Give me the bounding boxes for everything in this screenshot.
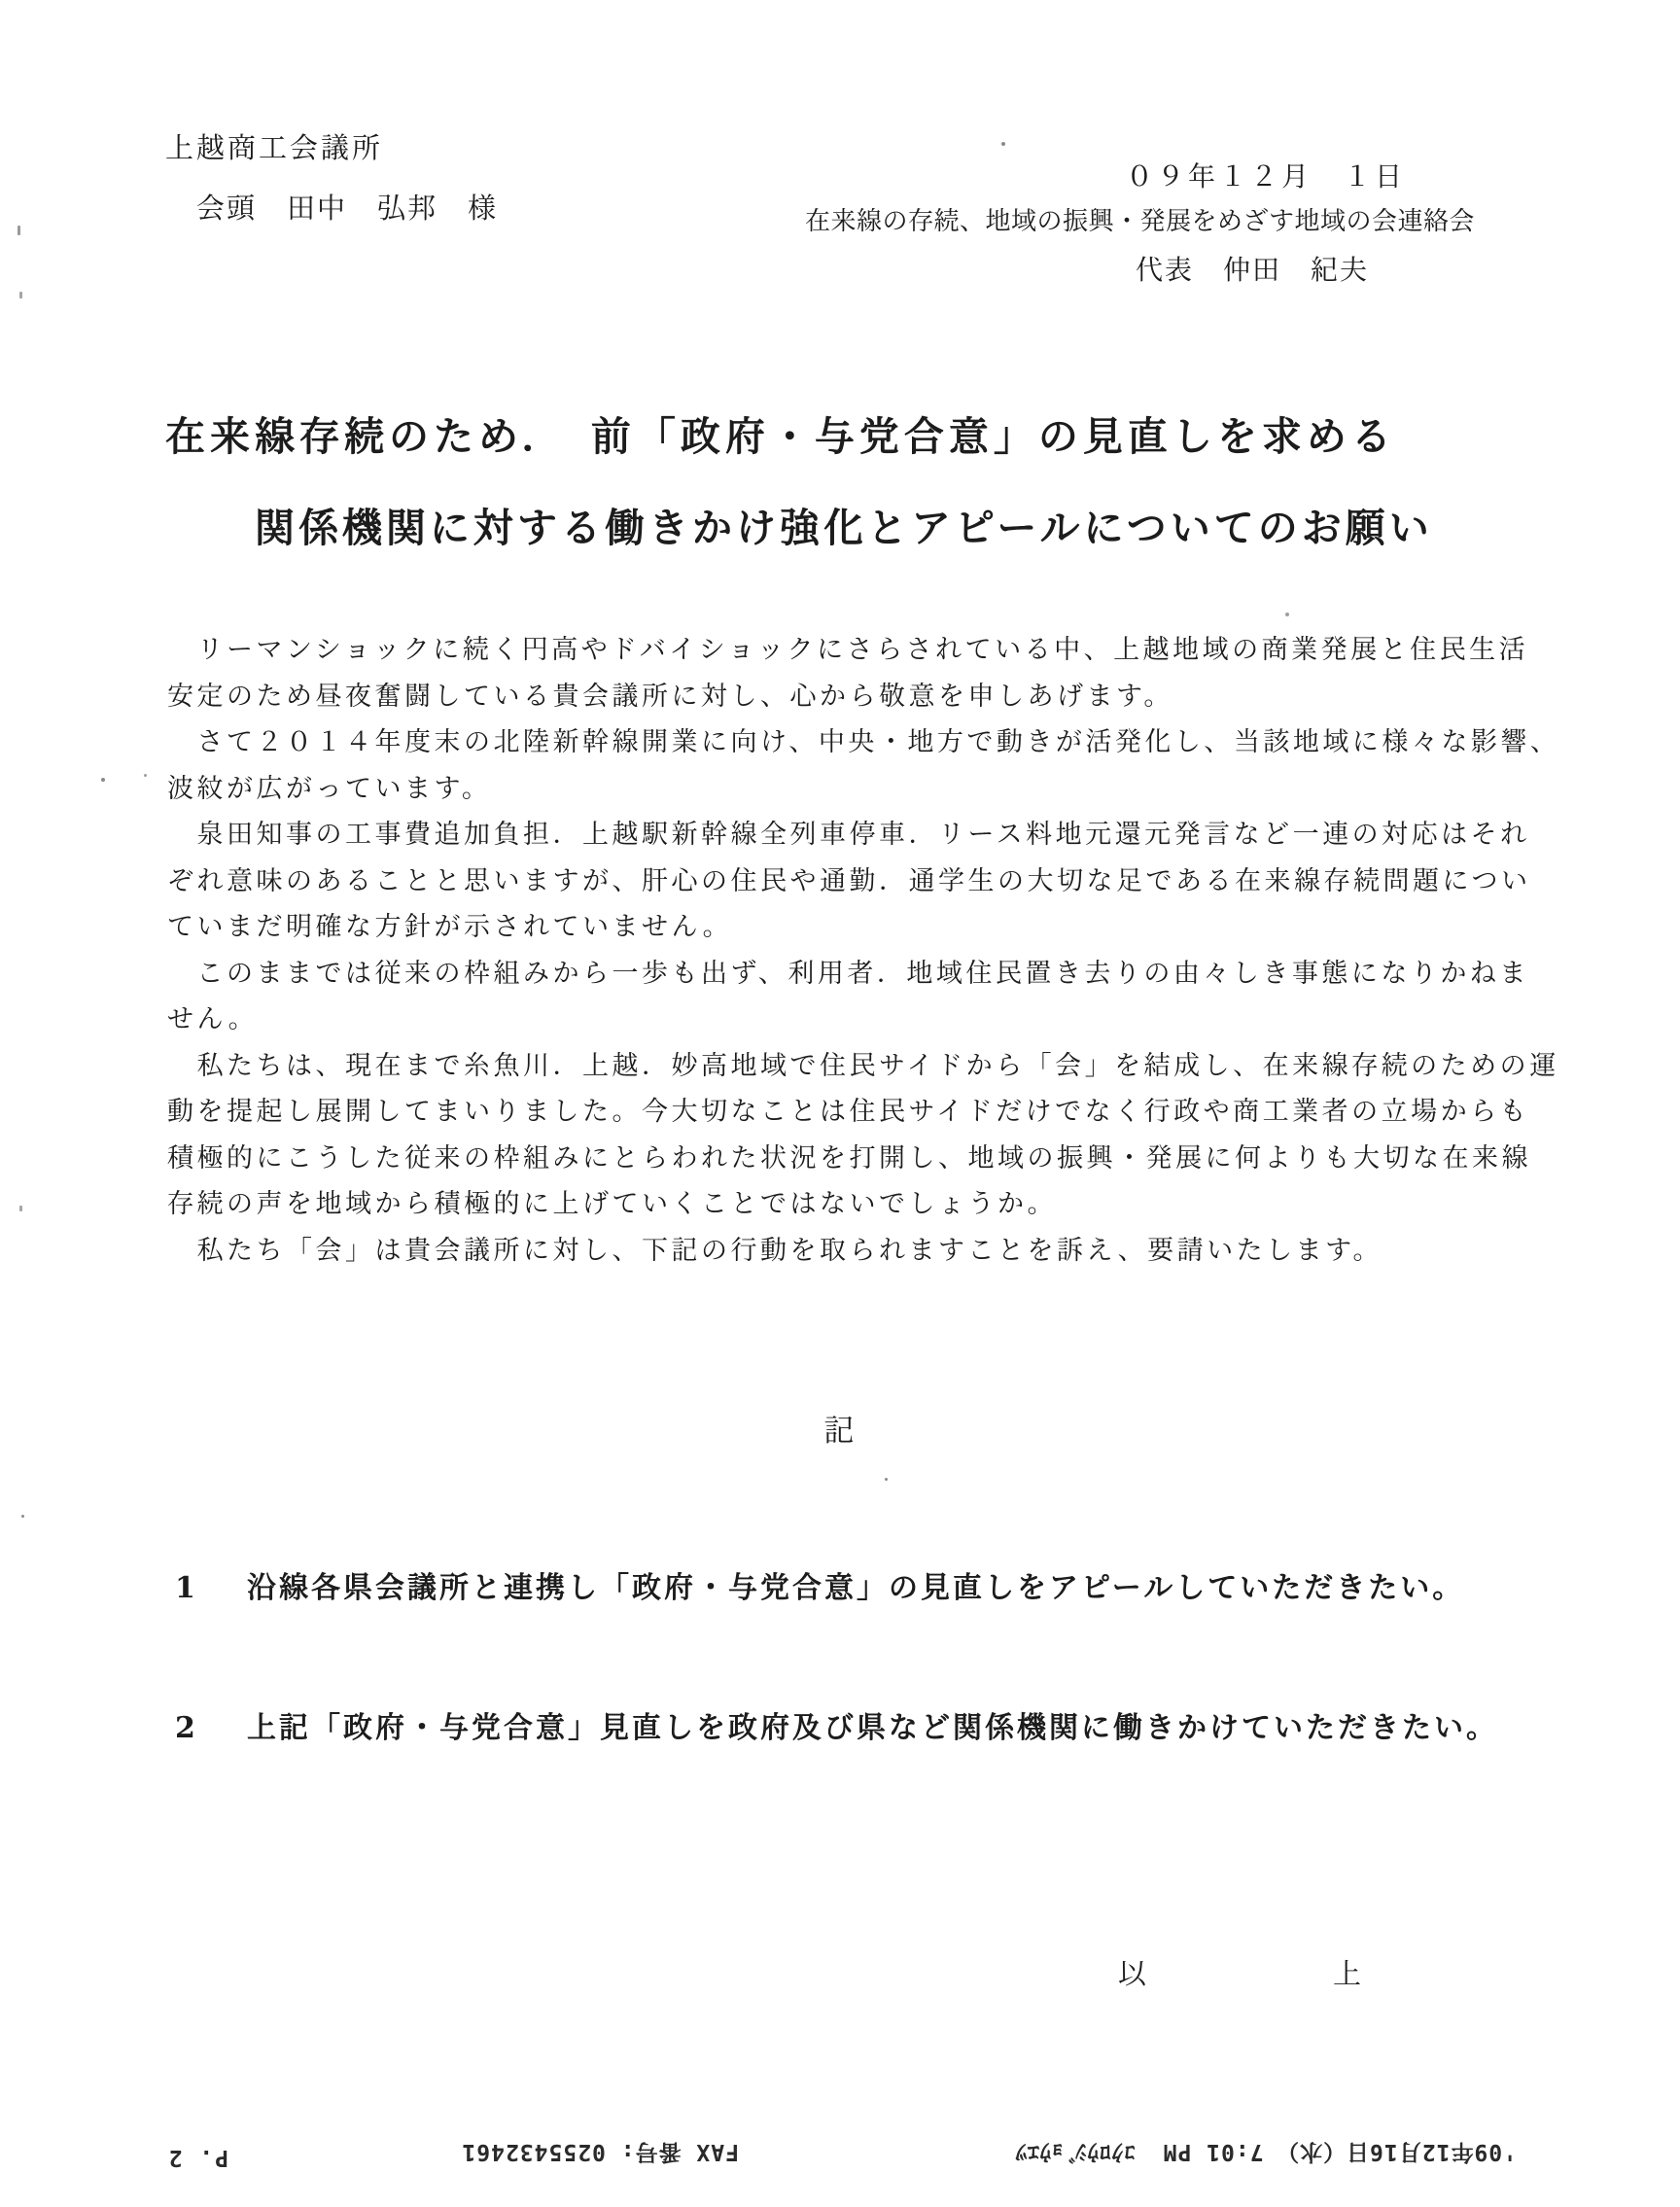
closing-right: 上 — [1332, 1957, 1361, 1990]
fax-footer — [0, 2125, 1680, 2180]
body-line: 私たちは、現在まで糸魚川．上越．妙高地域で住民サイドから「会」を結成し、在来線存続のための運 — [167, 1050, 1559, 1081]
body-line: せん。 — [167, 1004, 259, 1034]
body-line: 動を提起し展開してまいりました。今大切なことは住民サイドだけでなく行政や商工業者の立場からも — [167, 1097, 1530, 1127]
scan-noise-dot — [101, 778, 105, 782]
letter-date: ０９年１２月 １日 — [1126, 160, 1407, 193]
sender-org: 在来線の存続、地域の振興・発展をめざす地域の会連絡会 — [805, 207, 1476, 236]
body-line: 積極的にこうした従来の枠組みにとらわれた状況を打開し、地域の振興・発展に何よりも大切な在来線 — [167, 1142, 1531, 1174]
request-item-2 — [175, 1703, 1594, 1746]
scan-noise-dot — [19, 292, 22, 298]
body-line: 私たち「会」は貴会議所に対し、下記の行動を取られますことを訴え、要請いたします。 — [167, 1235, 1382, 1266]
closing-ijou — [1118, 1952, 1361, 1992]
body-line: ぞれ意味のあることと思いますが、肝心の住民や通勤．通学生の大切な足である在来線存続問題につい — [167, 865, 1531, 896]
item-number: 1 — [175, 1571, 198, 1605]
recipient-name: 会頭 田中 弘邦 様 — [196, 192, 499, 225]
item-number: 2 — [175, 1711, 198, 1745]
fax-datetime-group — [1015, 2138, 1517, 2170]
title-line-2: 関係機関に対する働きかけ強化とアピールについてのお願い — [255, 505, 1433, 551]
fax-station-id: ｺｸﾛｳｼﾞｮｳｴﾂ — [1014, 2139, 1136, 2164]
scan-noise-dot — [1285, 613, 1289, 616]
body-paragraphs — [167, 628, 1560, 1275]
recipient-org: 上越商工会議所 — [165, 131, 384, 164]
scan-noise-dot — [144, 774, 147, 777]
body-line: リーマンショックに続く円高やドバイショックにさらされている中、上越地域の商業発展と住民生活 — [167, 635, 1529, 665]
sender-representative: 代表 仲田 紀夫 — [1136, 254, 1370, 286]
body-line: 存続の声を地域から積極的に上げていくことではないでしょうか。 — [167, 1189, 1057, 1219]
closing-left: 以 — [1118, 1957, 1147, 1990]
body-line: 泉田知事の工事費追加負担．上越駅新幹線全列車停車．リース料地元還元発言など一連の対応はそれ — [167, 820, 1530, 850]
body-line: さて２０１４年度末の北陸新幹線開業に向け、中央・地方で動きが活発化し、当該地域に様々な影響、 — [167, 727, 1560, 757]
item-text: 上記「政府・与党合意」見直しを政府及び県など関係機関に働きかけていただきたい。 — [247, 1711, 1498, 1745]
scan-noise-dot — [885, 1478, 888, 1481]
scan-noise-dot — [18, 226, 20, 235]
fax-page-number: P. 2 — [166, 2145, 228, 2170]
body-line: 波紋が広がっています。 — [167, 773, 492, 804]
body-line: 安定のため昼夜奮闘している貴会議所に対し、心から敬意を申しあげます。 — [167, 681, 1173, 712]
title-line-1: 在来線存続のため． 前「政府・与党合意」の見直しを求める — [165, 413, 1396, 460]
notice-marker-ki: 記 — [823, 1414, 857, 1449]
body-line: ていまだ明確な方針が示されていません。 — [167, 912, 733, 942]
body-line: このままでは従来の枠組みから一歩も出ず、利用者．地域住民置き去りの由々しき事態になりかねま — [167, 958, 1529, 989]
request-item-1 — [175, 1563, 1594, 1606]
scan-noise-dot — [19, 1206, 22, 1211]
fax-datetime: '09年12月16日（水） 7:01 PM — [1162, 2139, 1517, 2164]
item-text: 沿線各県会議所と連携し「政府・与党合意」の見直しをアピールしていただきたい。 — [247, 1571, 1465, 1605]
fax-number: FAX 番号: 0255432461 — [461, 2139, 739, 2164]
scan-noise-dot — [1001, 142, 1005, 146]
scan-noise-dot — [21, 1515, 24, 1518]
